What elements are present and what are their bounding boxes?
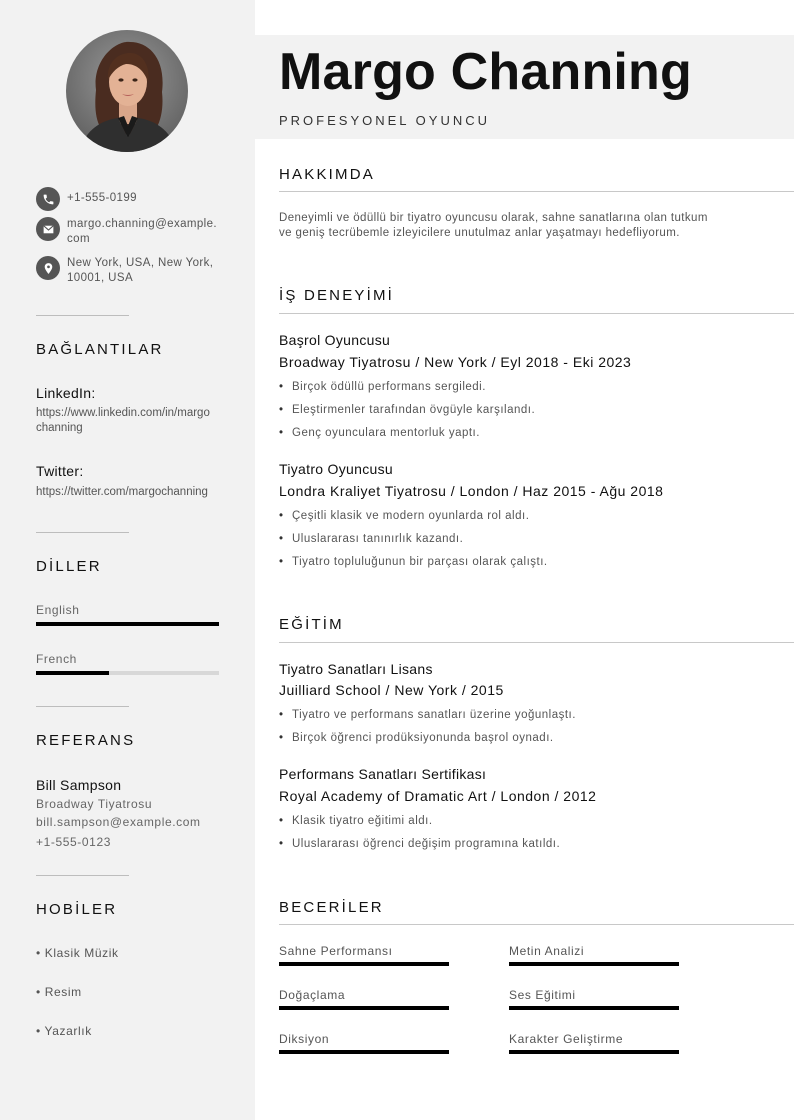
job-bullet: • Çeşitli klasik ve modern oyunlarda rol aldı. [279,510,529,522]
skill-level-fill [509,962,679,966]
job-title: Başrol Oyuncusu [279,332,391,348]
skill-level-fill [509,1006,679,1010]
hobby-item: • Klasik Müzik [36,946,119,960]
experience-heading: İŞ DENEYİMİ [279,287,395,304]
contact-phone [36,187,137,211]
address-line-1: New York, USA, New York, [67,257,214,269]
job-org: Londra Kraliyet Tiyatrosu / London / Haz 2015 - Ağu 2018 [279,483,664,499]
skill-level-fill [279,1050,449,1054]
languages-heading: DİLLER [36,558,102,575]
email-line-2: com [67,233,90,245]
email-line-1: margo.channing@example. [67,218,218,230]
education-heading: EĞİTİM [279,616,344,633]
about-line-1: Deneyimli ve ödüllü bir tiyatro oyuncusu olarak, sahne sanatlarına olan tutkum [279,212,708,224]
skill-level-fill [279,1006,449,1010]
reference-heading: REFERANS [36,732,136,749]
section-rule [279,191,794,192]
divider [36,532,129,533]
degree-title: Performans Sanatları Sertifikası [279,766,487,782]
hobby-item: • Yazarlık [36,1024,92,1038]
reference-name: Bill Sampson [36,777,122,793]
education-bullet: • Tiyatro ve performans sanatları üzerine yoğunlaştı. [279,709,576,721]
hobby-label: Klasik Müzik [44,946,119,960]
degree-title: Tiyatro Sanatları Lisans [279,661,433,677]
job-bullet: • Genç oyunculara mentorluk yaptı. [279,427,480,439]
language-level-bar [36,671,219,675]
skill-level-bar [279,962,449,966]
section-rule [279,642,794,643]
divider [36,875,129,876]
address-text [67,256,213,286]
skill-level-bar [509,962,679,966]
degree-org: Juilliard School / New York / 2015 [279,682,504,698]
envelope-icon [36,217,60,241]
hobby-label: Yazarlık [44,1024,92,1038]
phone-text: +1-555-0199 [67,192,137,204]
language-name: English [36,603,80,617]
hobbies-heading: HOBİLER [36,901,118,918]
twitter-label: Twitter: [36,463,84,479]
skill-name: Sahne Performansı [279,944,393,958]
person-title: PROFESYONEL OYUNCU [279,113,490,128]
phone-icon [36,187,60,211]
about-heading: HAKKIMDA [279,166,375,183]
degree-org: Royal Academy of Dramatic Art / London / 2012 [279,788,597,804]
skills-heading: BECERİLER [279,899,384,916]
skill-level-fill [509,1050,679,1054]
education-bullet: • Birçok öğrenci prodüksiyonunda başrol oynadı. [279,732,554,744]
about-line-2: ve geniş tecrübemle izleyicilere unutulmaz anlar yaşatmayı hedefliyorum. [279,227,680,239]
job-title: Tiyatro Oyuncusu [279,461,393,477]
skill-level-fill [279,962,449,966]
job-org: Broadway Tiyatrosu / New York / Eyl 2018 - Eki 2023 [279,354,632,370]
person-name: Margo Channing [279,43,692,101]
divider [36,315,129,316]
linkedin-url[interactable] [36,406,226,436]
section-rule [279,313,794,314]
reference-email[interactable]: bill.sampson@example.com [36,815,201,829]
language-level-fill [36,622,219,626]
linkedin-url-line-1: https://www.linkedin.com/in/margo [36,407,210,419]
skill-level-bar [279,1006,449,1010]
reference-phone: +1-555-0123 [36,835,111,849]
skill-level-bar [509,1050,679,1054]
language-level-fill [36,671,109,675]
linkedin-label: LinkedIn: [36,385,96,401]
reference-org: Broadway Tiyatrosu [36,797,153,811]
twitter-url[interactable]: https://twitter.com/margochanning [36,486,208,498]
skill-level-bar [509,1006,679,1010]
skill-name: Ses Eğitimi [509,988,576,1002]
language-level-bar [36,622,219,626]
job-bullet: • Uluslararası tanınırlık kazandı. [279,533,463,545]
language-name: French [36,652,77,666]
sidebar [0,0,255,1120]
about-text [279,211,769,241]
location-pin-icon [36,256,60,280]
profile-photo [66,30,188,152]
skill-name: Metin Analizi [509,944,585,958]
linkedin-url-line-2: channing [36,422,83,434]
divider [36,706,129,707]
skill-name: Doğaçlama [279,988,346,1002]
job-bullet: • Eleştirmenler tarafından övgüyle karşılandı. [279,404,535,416]
skill-name: Karakter Geliştirme [509,1032,624,1046]
hobby-item: • Resim [36,985,82,999]
contact-address [36,256,213,286]
job-bullet: • Birçok ödüllü performans sergiledi. [279,381,486,393]
email-text[interactable] [67,217,217,247]
skill-name: Diksiyon [279,1032,330,1046]
skill-level-bar [279,1050,449,1054]
contact-email [36,217,217,247]
education-bullet: • Klasik tiyatro eğitimi aldı. [279,815,433,827]
education-bullet: • Uluslararası öğrenci değişim programına katıldı. [279,838,560,850]
job-bullet: • Tiyatro topluluğunun bir parçası olarak çalıştı. [279,556,548,568]
address-line-2: 10001, USA [67,272,134,284]
hobby-label: Resim [44,985,82,999]
links-heading: BAĞLANTILAR [36,341,164,358]
section-rule [279,924,794,925]
